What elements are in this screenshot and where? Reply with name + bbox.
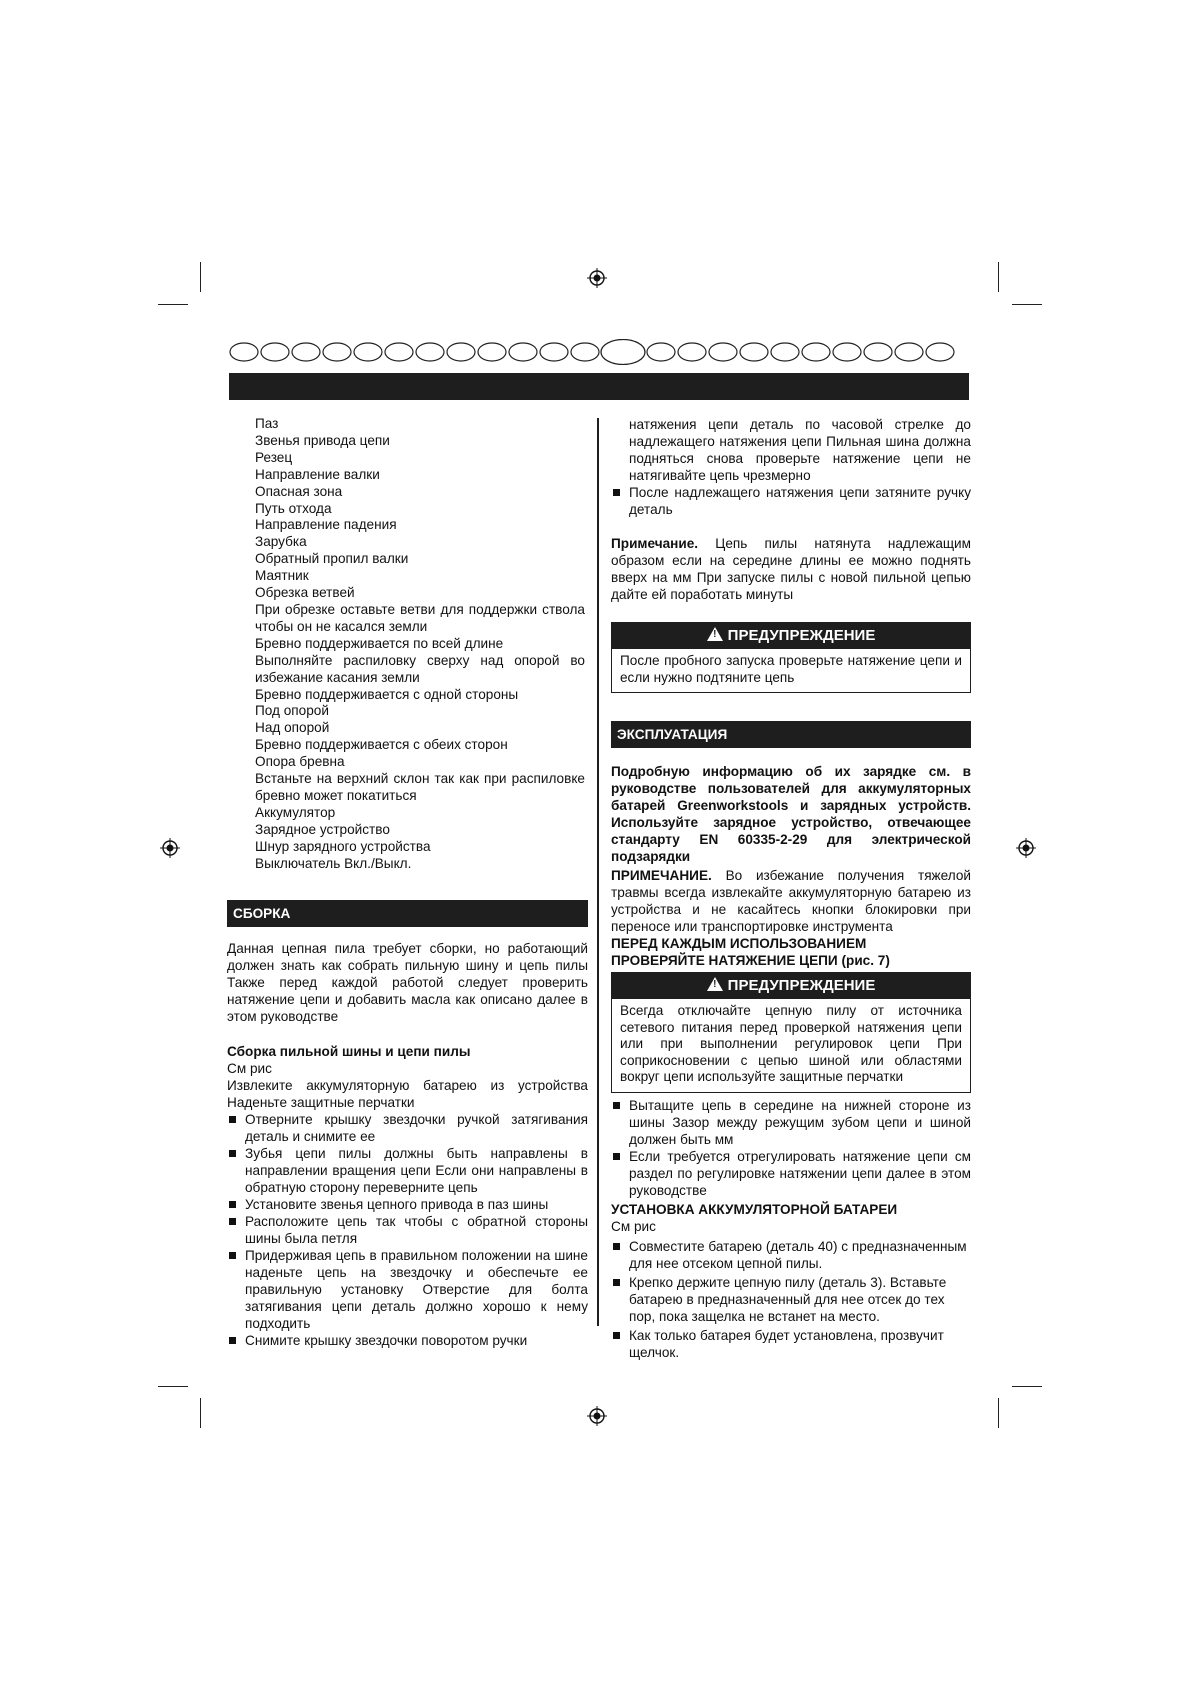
column-divider (597, 418, 599, 1326)
legend-item: Под опорой (255, 703, 329, 719)
bullet-square-icon (613, 1332, 620, 1339)
legend-item: Выполняйте распиловку сверху над опорой во избежание касания земли (255, 652, 585, 685)
legend-item: Опасная зона (255, 483, 343, 499)
legend-item: Резец (255, 449, 293, 465)
see-figure: См рис (227, 1061, 272, 1076)
assembly-steps (227, 1111, 588, 1349)
crop-mark (200, 262, 201, 292)
crop-mark (158, 1386, 188, 1387)
legend-item: Бревно поддерживается с одной стороны (255, 686, 519, 702)
right-column (611, 416, 971, 1363)
legend-item: Бревно поддерживается по всей длине (255, 635, 504, 651)
registration-mark-icon (1016, 838, 1036, 858)
bullet-text: Как только батарея будет установлена, прозвучит щелчок. (629, 1327, 944, 1360)
bullet-text: Совместите батарею (деталь 40) с предназначенным для нее отсеком цепной пилы. (629, 1238, 967, 1271)
battery-steps (611, 1238, 971, 1361)
crop-mark (998, 262, 999, 292)
list-item (611, 1274, 971, 1325)
legend-item: Опора бревна (255, 754, 345, 770)
legend-item: Путь отхода (255, 500, 332, 516)
continued-step-text: натяжения цепи деталь по часовой стрелке до надлежащего натяжения цепи Пильная шина должна подняться снова проверьте натяжение цепи не натягивайте цепь чрезмерно (629, 417, 971, 483)
bullet-text: Зубья цепи пилы должны быть направлены в направлении вращения цепи Если они направлены в обратную сторону переверните цепь (245, 1146, 588, 1195)
crop-mark (998, 1398, 999, 1428)
legend-item: Звенья привода цепи (255, 432, 390, 448)
legend-item: Направление падения (255, 517, 397, 533)
continued-step-bullet (611, 484, 971, 518)
note-text: Цепь пилы натянута надлежащим образом если на середине длины ее можно поднять вверх на мм При запуске пилы с новой пильной цепью дайте ей поработать минуты (611, 536, 971, 602)
crop-mark (1012, 304, 1042, 305)
list-item (227, 1111, 588, 1145)
legend-item: Обрезка ветвей (255, 585, 355, 601)
legend-item: Обратный пропил валки (255, 551, 409, 567)
assembly-section (227, 900, 588, 1349)
primechanie-label: ПРИМЕЧАНИЕ. (611, 868, 712, 883)
primechanie-text: Во избежание получения тяжелой травмы всегда извлекайте аккумуляторную батарею из устройства и не касайтесь кнопки блокировки при переносе или транспортировке инструмента (611, 868, 971, 934)
bullet-square-icon (229, 1337, 236, 1344)
section-header-assembly: СБОРКА (227, 900, 588, 927)
note-label: Примечание. (611, 536, 699, 551)
bullet-text: Установите звенья цепного привода в паз шины (245, 1197, 549, 1212)
bullet-text: Вытащите цепь в середине на нижней стороне из шины Зазор между режущим зубом цепи и шиной должен быть мм (629, 1097, 971, 1147)
list-item (227, 1196, 588, 1213)
crop-mark (158, 304, 188, 305)
section-header-operation: ЭКСПЛУАТАЦИЯ (611, 721, 971, 748)
legend-item: Над опорой (255, 720, 330, 736)
legend-item: Направление валки (255, 466, 380, 482)
legend-item: Зарядное устройство (255, 821, 390, 837)
header-bar (229, 373, 969, 400)
warning-box (611, 622, 971, 693)
legend-item: Шнур зарядного устройства (255, 838, 431, 854)
warning-box (611, 972, 971, 1093)
parts-legend (255, 416, 585, 872)
warning-triangle-icon: ! (707, 977, 723, 991)
warning-header (612, 973, 970, 999)
bullet-square-icon (613, 1279, 620, 1286)
warning-text: Всегда отключайте цепную пилу от источника сетевого питания перед проверкой натяжения цепи или при выполнении регулировок цепи При соприкосновении с цепью шиной или областями вокруг цепи используйте защитные перчатки (620, 1003, 962, 1084)
remove-battery-note: Извлеките аккумуляторную батарею из устройства Наденьте защитные перчатки (227, 1078, 588, 1110)
bullet-square-icon (229, 1150, 236, 1157)
list-item (227, 1247, 588, 1332)
primechanie-paragraph (611, 867, 971, 935)
tension-steps (611, 1097, 971, 1199)
warning-title: ПРЕДУПРЕЖДЕНИЕ (727, 977, 876, 994)
legend-item: Аккумулятор (255, 804, 336, 820)
bullet-square-icon (229, 1116, 236, 1123)
bullet-text: Отверните крышку звездочки ручкой затягивания деталь и снимите ее (245, 1112, 588, 1144)
bullet-text: Расположите цепь так чтобы с обратной стороны шины была петля (245, 1214, 588, 1246)
list-item (227, 1213, 588, 1247)
bullet-square-icon (613, 1102, 620, 1109)
note-paragraph (611, 535, 971, 603)
bullet-square-icon (613, 1153, 620, 1160)
crop-mark (200, 1398, 201, 1428)
warning-text: После пробного запуска проверьте натяжение цепи и если нужно подтяните цепь (620, 653, 962, 685)
warning-header (612, 623, 970, 649)
registration-mark-icon (160, 838, 180, 858)
legend-item: Выключатель Вкл./Выкл. (255, 855, 412, 871)
bullet-text: Крепко держите цепную пилу (деталь 3). Вставьте батарею в предназначенный для нее отсек до тех пор, пока защелка не встанет на место. (629, 1274, 947, 1324)
battery-see-figure: См рис (611, 1218, 656, 1234)
bullet-square-icon (229, 1201, 236, 1208)
bullet-square-icon (613, 1243, 620, 1250)
language-ovals (229, 339, 970, 365)
legend-item: Зарубка (255, 534, 307, 550)
crop-mark (1012, 1386, 1042, 1387)
legend-item: При обрезке оставьте ветви для поддержки ствола чтобы он не касался земли (255, 601, 585, 634)
list-item (227, 1332, 588, 1349)
legend-item: Бревно поддерживается с обеих сторон (255, 737, 508, 753)
list-item (611, 1148, 971, 1199)
legend-item: Маятник (255, 568, 309, 584)
bullet-text: После надлежащего натяжения цепи затяните ручку деталь (629, 485, 971, 517)
assembly-subtitle: Сборка пильной шины и цепи пилы (227, 1044, 471, 1059)
assembly-intro: Данная цепная пила требует сборки, но работающий должен знать как собрать пильную шину и цепь пилы Также перед каждой работой следует проверить натяжение цепи и добавить масла как описано далее в этом руководстве (227, 941, 588, 1024)
before-use-heading-1: ПЕРЕД КАЖДЫМ ИСПОЛЬЗОВАНИЕМ (611, 936, 867, 951)
registration-mark-icon (587, 268, 607, 288)
warning-title: ПРЕДУПРЕЖДЕНИЕ (727, 627, 876, 644)
charge-info: Подробную информацию об их зарядке см. в руководстве пользователей для аккумуляторных батарей Greenworkstools и зарядных устройств. Используйте зарядное устройство, отвечающее стандарту EN 60335-2-29 для электрической подзарядки (611, 764, 971, 864)
bullet-text: Снимите крышку звездочки поворотом ручки (245, 1333, 528, 1348)
warning-triangle-icon: ! (707, 627, 723, 641)
list-item (611, 1238, 971, 1272)
bullet-text: Придерживая цепь в правильном положении на шине наденьте цепь на звездочку и обеспечьте ее правильную установку Отверстие для болта затягивания цепи деталь должно хорошо к нему подходить (245, 1248, 588, 1331)
registration-mark-icon (587, 1406, 607, 1426)
bullet-text: Если требуется отрегулировать натяжение цепи см раздел по регулировке натяжении цепи далее в этом руководстве (629, 1148, 971, 1198)
list-item (611, 1097, 971, 1148)
before-use-heading-2: ПРОВЕРЯЙТЕ НАТЯЖЕНИЕ ЦЕПИ (рис. 7) (611, 953, 890, 968)
bullet-square-icon (229, 1218, 236, 1225)
bullet-square-icon (613, 489, 620, 496)
battery-install-heading: УСТАНОВКА АККУМУЛЯТОРНОЙ БАТАРЕИ (611, 1201, 898, 1217)
list-item (227, 1145, 588, 1196)
list-item (611, 1327, 971, 1361)
bullet-square-icon (229, 1252, 236, 1259)
legend-item: Паз (255, 416, 279, 431)
legend-item: Встаньте на верхний склон так как при распиловке бревно может покатиться (255, 771, 585, 803)
